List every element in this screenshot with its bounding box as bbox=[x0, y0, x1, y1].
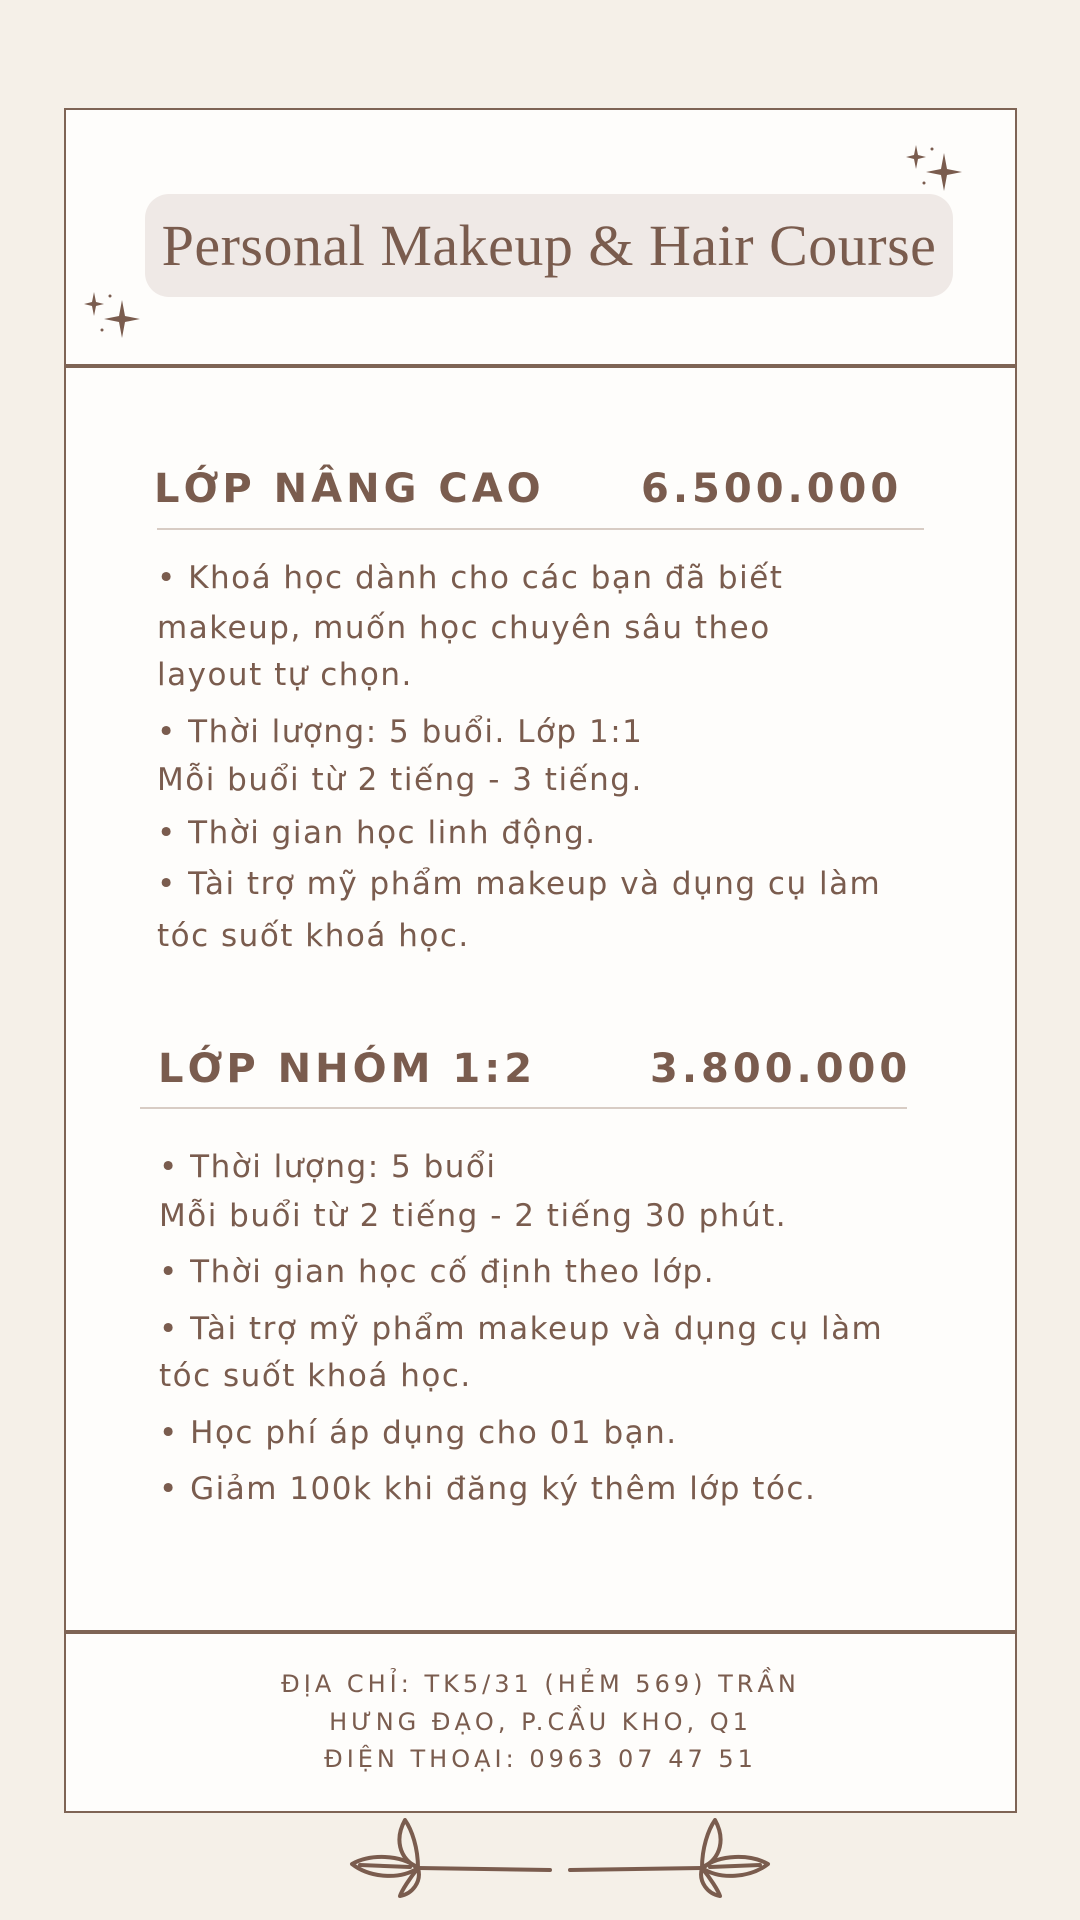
course-name: LỚP NHÓM 1:2 bbox=[158, 1046, 537, 1092]
sparkle-icon bbox=[906, 145, 966, 195]
course-name: LỚP NÂNG CAO bbox=[154, 466, 545, 512]
title-pill bbox=[145, 194, 953, 297]
page-title: Personal Makeup & Hair Course bbox=[161, 213, 937, 278]
leaf-ornament-icon bbox=[340, 1818, 780, 1898]
course-price: 6.500.000 bbox=[641, 466, 903, 512]
course-detail: • Tài trợ mỹ phẩm makeup và dụng cụ làm bbox=[159, 1311, 884, 1347]
course-detail: makeup, muốn học chuyên sâu theo bbox=[157, 610, 771, 646]
course-detail: • Khoá học dành cho các bạn đã biết bbox=[157, 560, 784, 596]
phone-number: ĐIỆN THOẠI: 0963 07 47 51 bbox=[324, 1745, 757, 1773]
course-detail: • Học phí áp dụng cho 01 bạn. bbox=[159, 1415, 678, 1451]
course-detail: Mỗi buổi từ 2 tiếng - 3 tiếng. bbox=[157, 762, 643, 798]
address-line-2: HƯNG ĐẠO, P.CẦU KHO, Q1 bbox=[329, 1708, 752, 1736]
course-detail: • Thời gian học linh động. bbox=[157, 815, 597, 851]
course-detail: • Thời lượng: 5 buổi. Lớp 1:1 bbox=[157, 714, 644, 750]
course-detail: tóc suốt khoá học. bbox=[157, 918, 470, 954]
sparkle-icon bbox=[84, 292, 144, 342]
course-detail: • Giảm 100k khi đăng ký thêm lớp tóc. bbox=[159, 1471, 817, 1507]
course-detail: tóc suốt khoá học. bbox=[159, 1358, 472, 1394]
heading-rule bbox=[140, 1107, 907, 1109]
footer-divider bbox=[66, 1630, 1015, 1634]
course-detail: Mỗi buổi từ 2 tiếng - 2 tiếng 30 phút. bbox=[159, 1198, 788, 1234]
course-detail: • Tài trợ mỹ phẩm makeup và dụng cụ làm bbox=[157, 866, 882, 902]
course-detail: • Thời lượng: 5 buổi bbox=[159, 1149, 497, 1185]
address-line-1: ĐỊA CHỈ: TK5/31 (HẺM 569) TRẦN bbox=[281, 1670, 800, 1698]
header-divider bbox=[66, 364, 1015, 368]
course-detail: • Thời gian học cố định theo lớp. bbox=[159, 1254, 716, 1290]
heading-rule bbox=[157, 528, 924, 530]
price-card bbox=[64, 108, 1017, 1813]
course-price: 3.800.000 bbox=[650, 1046, 912, 1092]
course-detail: layout tự chọn. bbox=[157, 657, 413, 693]
